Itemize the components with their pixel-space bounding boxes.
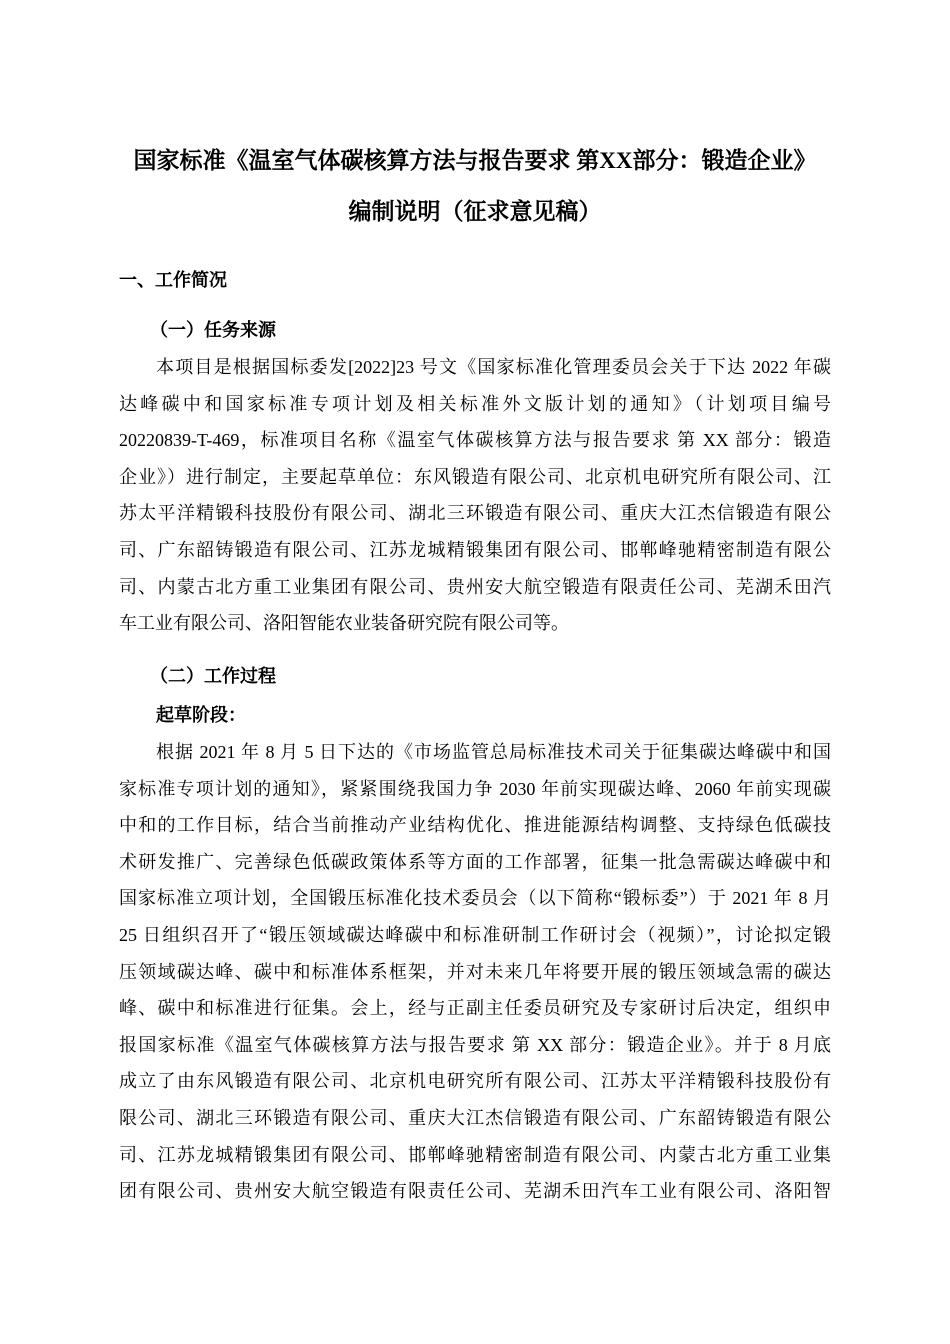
stage-heading-drafting: 起草阶段： (156, 705, 246, 725)
paragraph-line: 达峰碳中和国家标准专项计划及相关标准外文版计划的通知》（计划项目编号 (119, 393, 831, 414)
paragraph-line: 根据 2021 年 8 月 5 日下达的《市场监管总局标准技术司关于征集碳达峰碳中和国 (156, 742, 831, 762)
paragraph-line: 司、内蒙古北方重工业集团有限公司、贵州安大航空锻造有限责任公司、芜湖禾田汽 (119, 576, 831, 597)
paragraph-line: 企业》）进行制定，主要起草单位：东风锻造有限公司、北京机电研究所有限公司、江 (119, 466, 831, 487)
section-heading-work-overview: 一、工作简况 (119, 270, 227, 290)
paragraph-line: 成立了由东风锻造有限公司、北京机电研究所有限公司、江苏太平洋精锻科技股份有 (119, 1071, 831, 1092)
paragraph-line: 压领域碳达峰、碳中和标准体系框架，并对未来几年将要开展的锻压领域急需的碳达 (119, 961, 831, 982)
paragraph-line: 国家标准立项计划，全国锻压标准化技术委员会（以下简称“锻标委”）于 2021 年 8 月 (119, 888, 831, 909)
paragraph-line: 司、江苏龙城精锻集团有限公司、邯郸峰驰精密制造有限公司、内蒙古北方重工业集 (119, 1144, 831, 1165)
paragraph-drafting-stage (119, 734, 831, 1210)
paragraph-line: 本项目是根据国标委发[2022]23 号文《国家标准化管理委员会关于下达 2022 年碳 (156, 357, 831, 377)
paragraph-line: 20220839-T-469，标准项目名称《温室气体碳核算方法与报告要求 第 XX 部分：锻造 (119, 430, 831, 451)
paragraph-line: 中和的工作目标，结合当前推动产业结构优化、推进能源结构调整、支持绿色低碳技 (119, 815, 831, 836)
paragraph-line: 峰、碳中和标准进行征集。会上，经与正副主任委员研究及专家研讨后决定，组织申 (119, 998, 831, 1019)
paragraph-line: 家标准专项计划的通知》，紧紧围绕我国力争 2030 年前实现碳达峰、2060 年前实现碳 (119, 778, 831, 799)
paragraph-line: 限公司、湖北三环锻造有限公司、重庆大江杰信锻造有限公司、广东韶铸锻造有限公 (119, 1107, 831, 1128)
subsection-heading-work-process: （二）工作过程 (150, 666, 276, 686)
paragraph-line: 25 日组织召开了“锻压领域碳达峰碳中和标准研制工作研讨会（视频）”，讨论拟定锻 (119, 924, 831, 945)
subsection-heading-task-source: （一）任务来源 (150, 320, 276, 340)
paragraph-line: 报国家标准《温室气体碳核算方法与报告要求 第 XX 部分：锻造企业》。并于 8 月底 (119, 1034, 831, 1055)
document-title-line-1: 国家标准《温室气体碳核算方法与报告要求 第XX部分：锻造企业》 (133, 148, 817, 173)
paragraph-task-source (119, 349, 831, 642)
paragraph-line: 术研发推广、完善绿色低碳政策体系等方面的工作部署，征集一批急需碳达峰碳中和 (119, 851, 831, 872)
paragraph-line: 苏太平洋精锻科技股份有限公司、湖北三环锻造有限公司、重庆大江杰信锻造有限公 (119, 503, 831, 524)
paragraph-line: 团有限公司、贵州安大航空锻造有限责任公司、芜湖禾田汽车工业有限公司、洛阳智 (119, 1181, 831, 1202)
paragraph-line: 司、广东韶铸锻造有限公司、江苏龙城精锻集团有限公司、邯郸峰驰精密制造有限公 (119, 539, 831, 560)
paragraph-line: 车工业有限公司、洛阳智能农业装备研究院有限公司等。 (119, 613, 569, 634)
document-title-line-2: 编制说明（征求意见稿） (348, 199, 602, 224)
